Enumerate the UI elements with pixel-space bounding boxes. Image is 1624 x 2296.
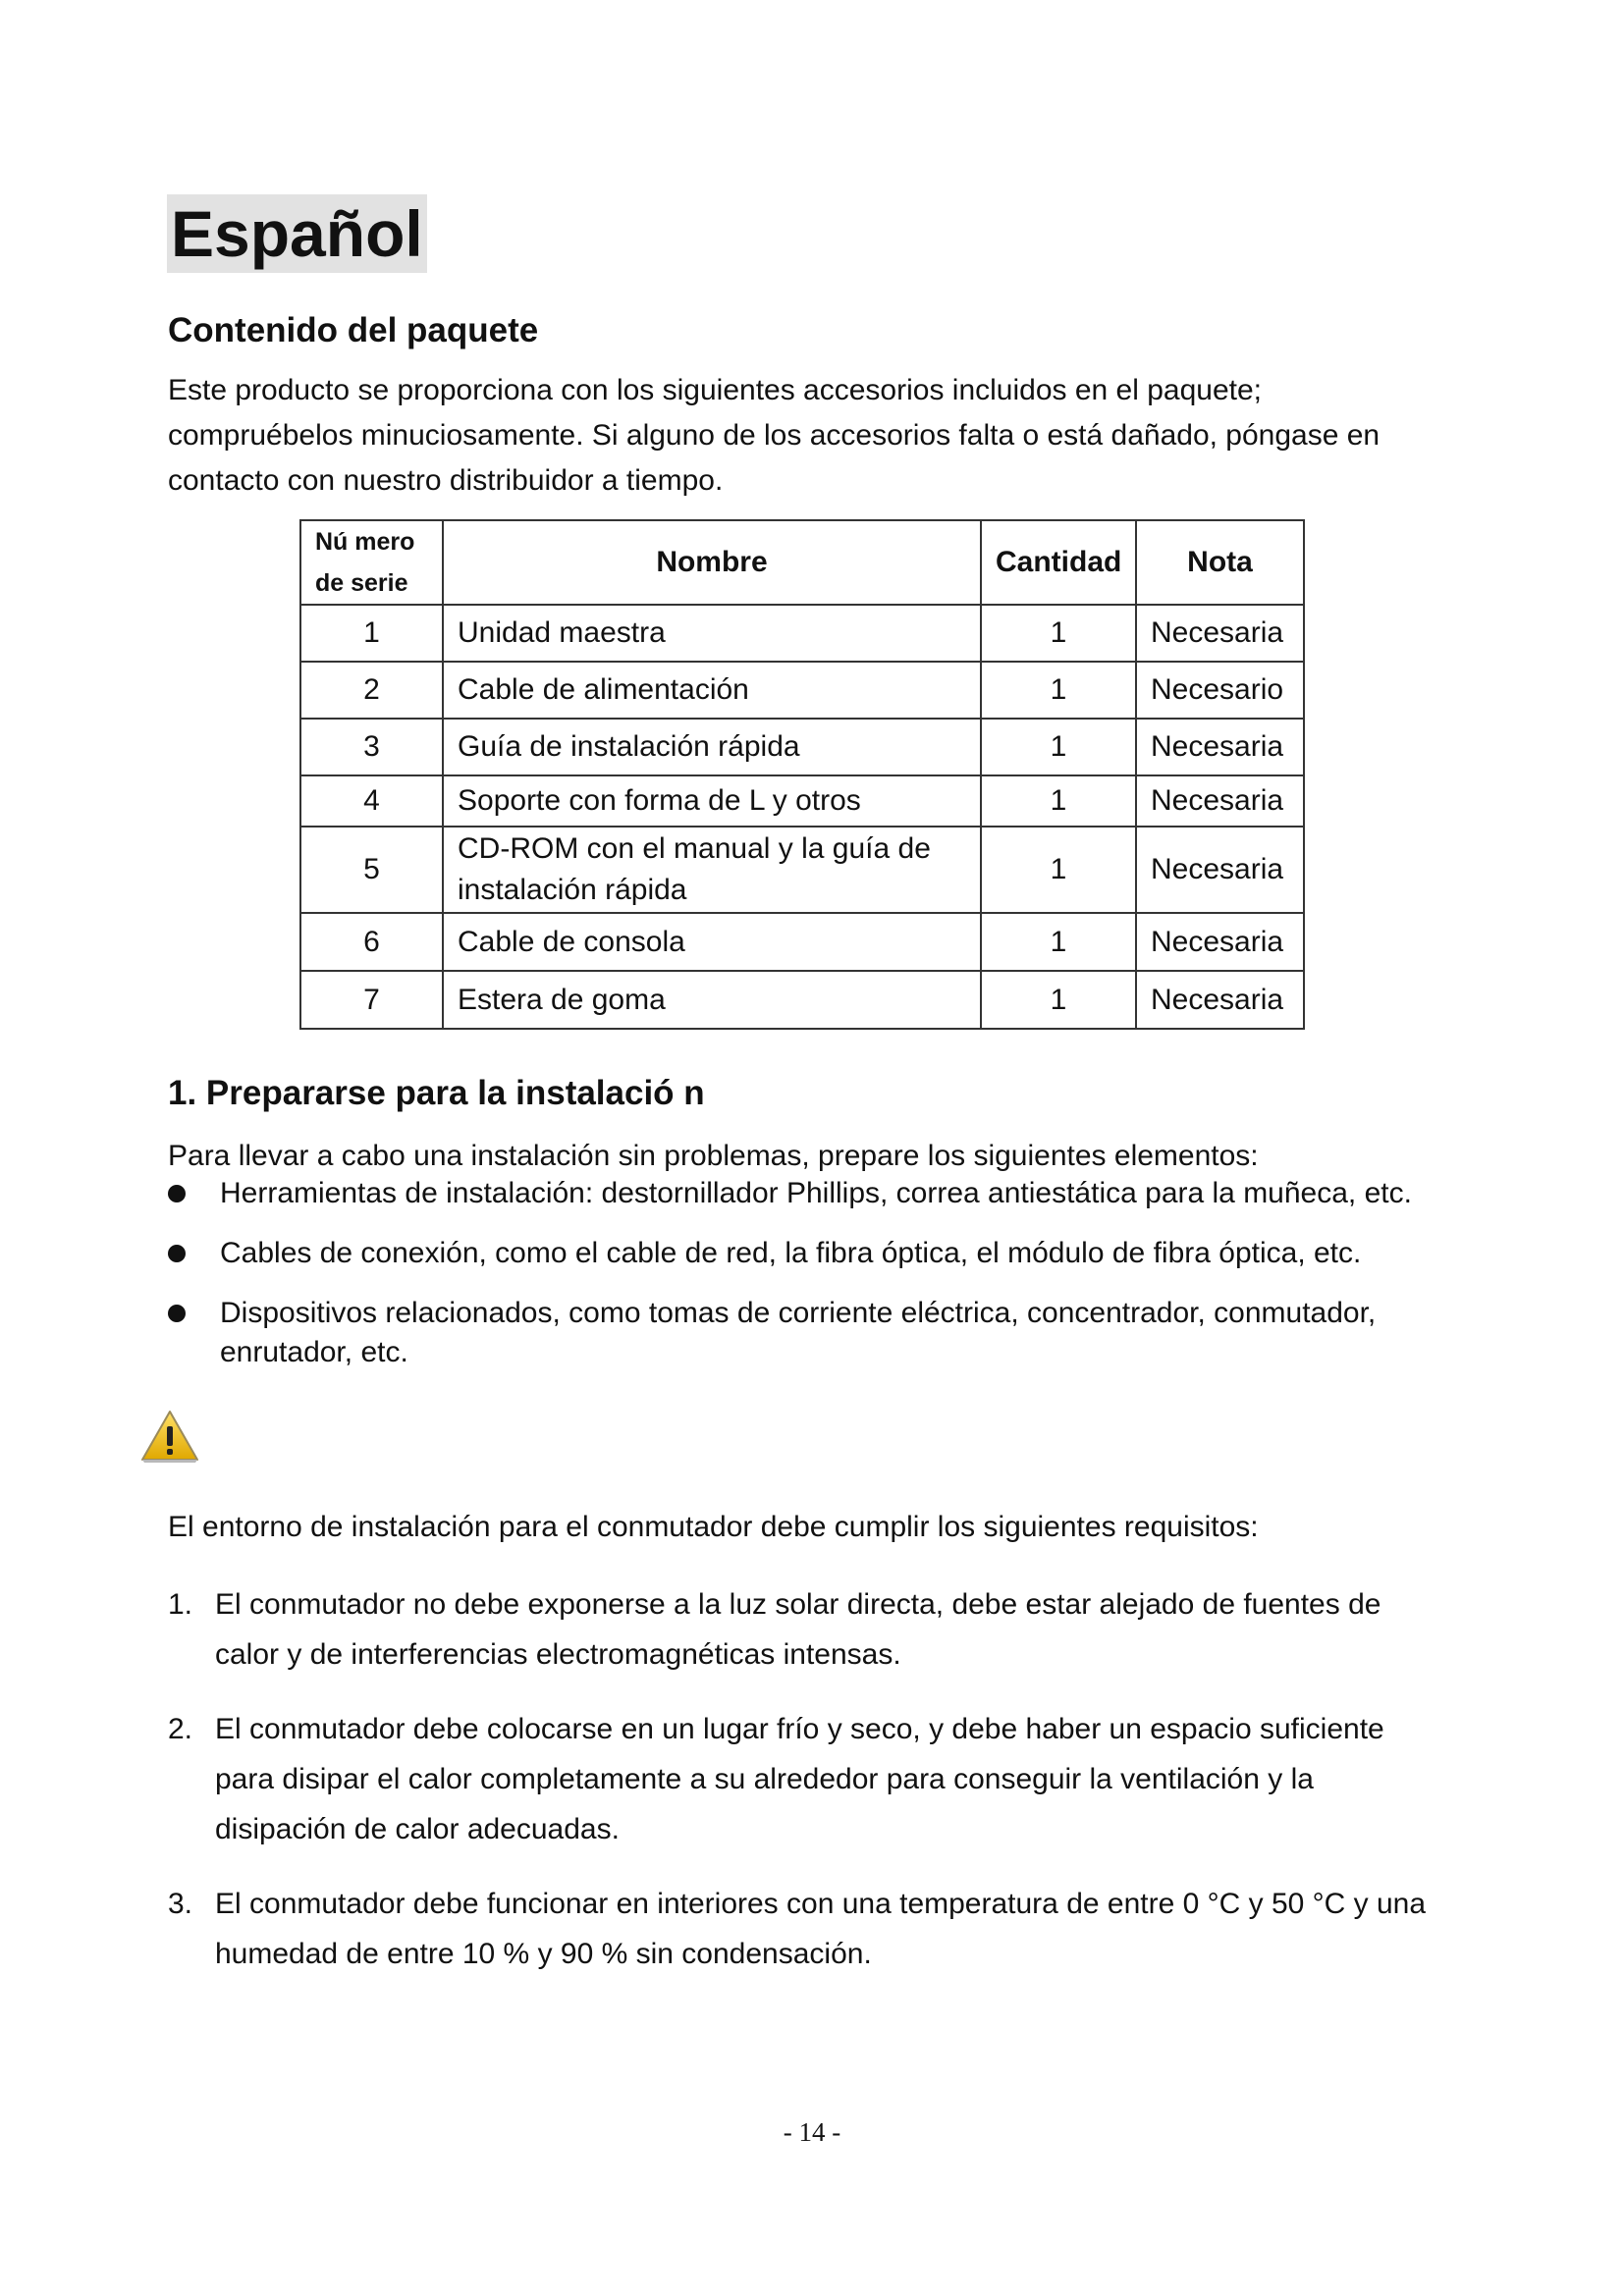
row-name: CD-ROM con el manual y la guía de instalación rápida (443, 827, 981, 913)
environment-requirements-list (168, 1579, 1435, 2003)
table-row (300, 662, 1304, 719)
row-name: Cable de alimentación (443, 662, 981, 719)
list-item: 1. El conmutador no debe exponerse a la luz solar directa, debe estar alejado de fuentes de calor y de interferencias electromagnéticas intensas. (168, 1579, 1435, 1680)
row-number: 2 (300, 662, 443, 719)
list-item: Cables de conexión, como el cable de red, la fibra óptica, el módulo de fibra óptica, etc. (168, 1234, 1435, 1273)
row-number: 5 (300, 827, 443, 913)
row-quantity: 1 (981, 971, 1136, 1029)
row-number: 4 (300, 775, 443, 827)
table-row (300, 719, 1304, 775)
bullet-dot-icon (168, 1185, 186, 1202)
row-name: Unidad maestra (443, 605, 981, 662)
row-name: Estera de goma (443, 971, 981, 1029)
row-number: 3 (300, 719, 443, 775)
table-row (300, 971, 1304, 1029)
package-intro: Este producto se proporciona con los siguientes accesorios incluidos en el paquete; compruébelos minuciosamente. Si alguno de los accesorios falta o está dañado, póngase en contacto con nuestro distribuidor a tiempo. (168, 374, 1380, 497)
row-note: Necesaria (1136, 719, 1304, 775)
row-number: 6 (300, 913, 443, 971)
row-quantity: 1 (981, 662, 1136, 719)
table-header-row (300, 520, 1304, 605)
list-item: 3. El conmutador debe funcionar en interiores con una temperatura de entre 0 °C y 50 °C y una humedad de entre 10 % y 90 % sin condensación. (168, 1879, 1435, 1979)
row-quantity: 1 (981, 827, 1136, 913)
header-note: Nota (1136, 520, 1304, 605)
row-name: Cable de consola (443, 913, 981, 971)
table-row (300, 827, 1304, 913)
list-item: Herramientas de instalación: destornillador Phillips, correa antiestática para la muñeca, etc. (168, 1174, 1435, 1213)
step-number: 2. (168, 1713, 193, 1745)
table-row (300, 913, 1304, 971)
prepare-installation-heading: 1. Prepararse para la instalació n (168, 1074, 705, 1112)
row-number: 1 (300, 605, 443, 662)
package-contents-heading: Contenido del paquete (168, 311, 539, 349)
row-note: Necesaria (1136, 775, 1304, 827)
table-row (300, 775, 1304, 827)
page-number: - 14 - (783, 2117, 841, 2147)
row-note: Necesaria (1136, 913, 1304, 971)
step-number: 1. (168, 1588, 193, 1621)
header-serial-number: Nú mero de serie (300, 520, 443, 605)
warning-triangle-icon (139, 1409, 200, 1464)
prepare-intro: Para llevar a cabo una instalación sin problemas, prepare los siguientes elementos: (168, 1140, 1259, 1172)
list-item: 2. El conmutador debe colocarse en un lugar frío y seco, y debe haber un espacio suficiente para disipar el calor completamente a su alrededor para conseguir la ventilación y la disipación de calor adecuadas. (168, 1704, 1435, 1854)
language-title: Español (167, 194, 427, 273)
header-quantity: Cantidad (981, 520, 1136, 605)
table-row (300, 605, 1304, 662)
bullet-dot-icon (168, 1305, 186, 1322)
package-contents-table (299, 519, 1305, 1030)
row-name: Soporte con forma de L y otros (443, 775, 981, 827)
row-note: Necesario (1136, 662, 1304, 719)
header-name: Nombre (443, 520, 981, 605)
requirements-bullet-list (168, 1174, 1435, 1393)
row-name: Guía de instalación rápida (443, 719, 981, 775)
row-note: Necesaria (1136, 605, 1304, 662)
step-number: 3. (168, 1888, 193, 1920)
bullet-dot-icon (168, 1245, 186, 1262)
row-note: Necesaria (1136, 827, 1304, 913)
row-number: 7 (300, 971, 443, 1029)
row-note: Necesaria (1136, 971, 1304, 1029)
row-quantity: 1 (981, 719, 1136, 775)
list-item: Dispositivos relacionados, como tomas de corriente eléctrica, concentrador, conmutador, enrutador, etc. (168, 1294, 1435, 1372)
row-quantity: 1 (981, 913, 1136, 971)
row-quantity: 1 (981, 605, 1136, 662)
environment-intro: El entorno de instalación para el conmutador debe cumplir los siguientes requisitos: (168, 1511, 1259, 1543)
row-quantity: 1 (981, 775, 1136, 827)
